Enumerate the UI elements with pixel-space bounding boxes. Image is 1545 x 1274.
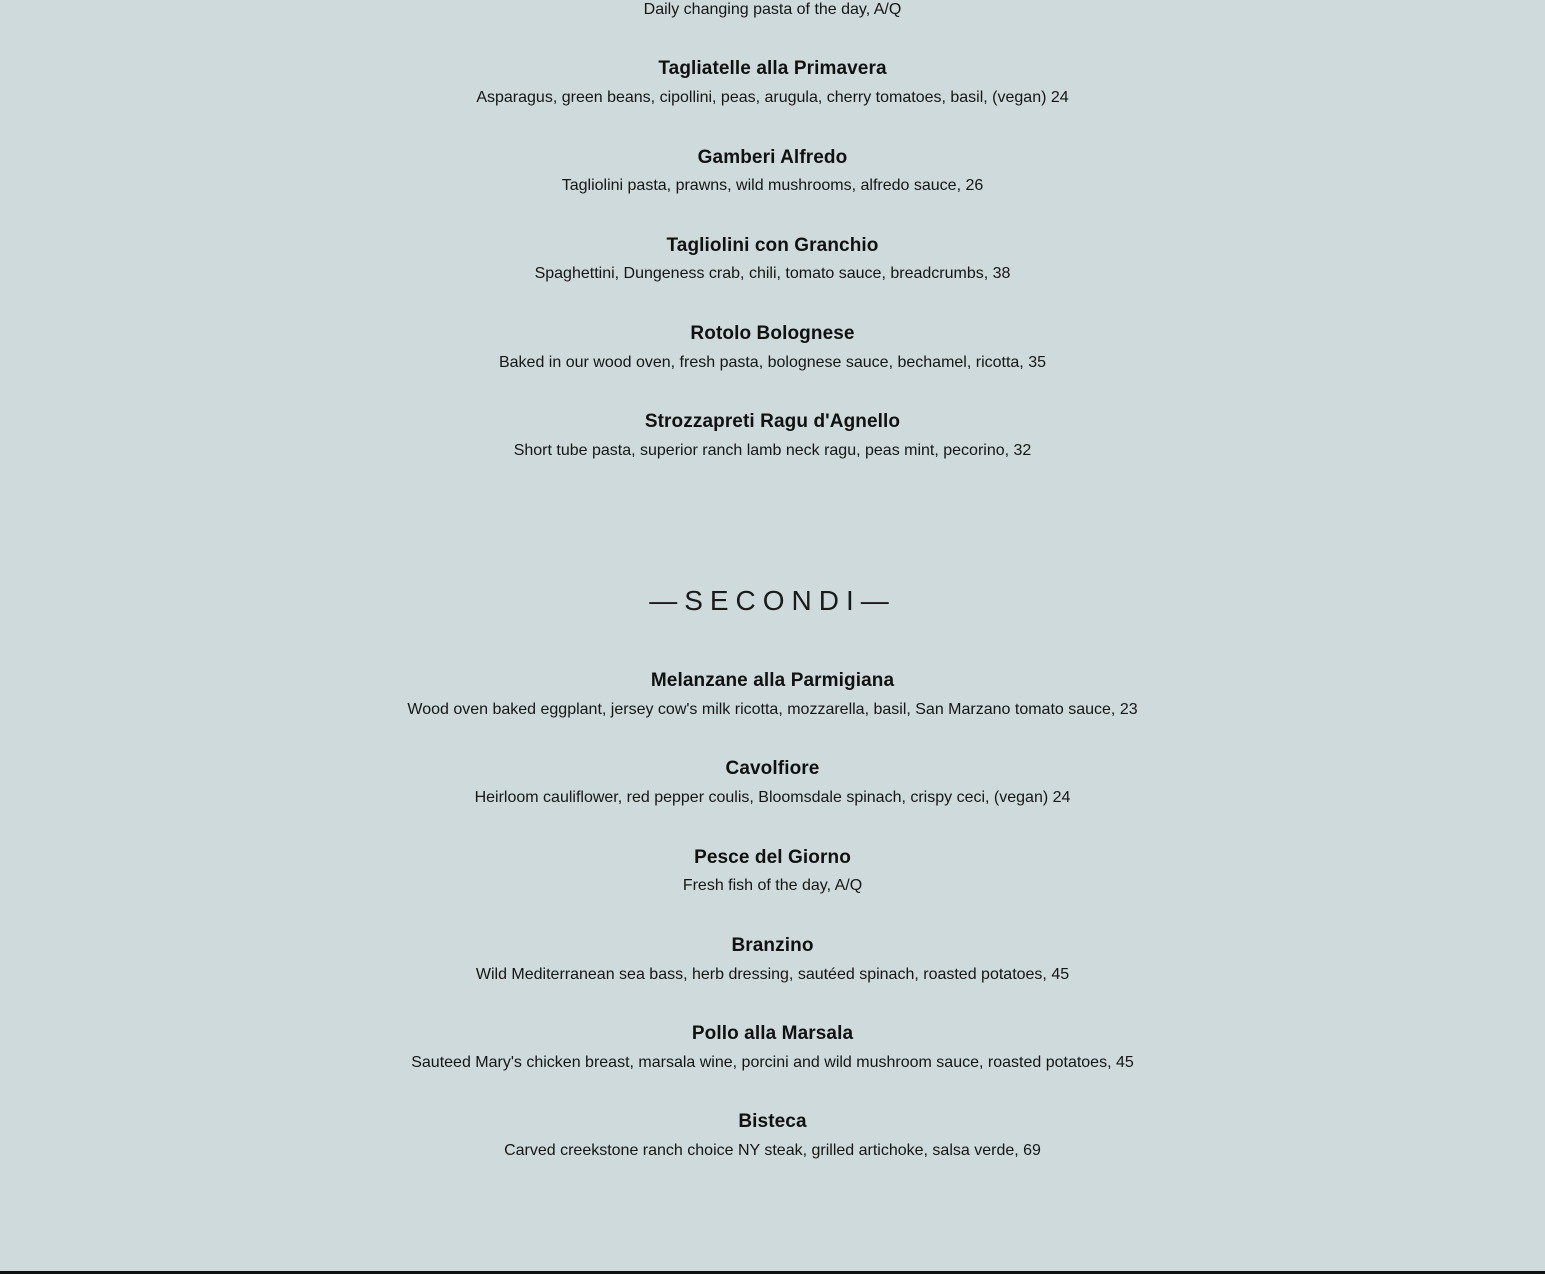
- menu-item-description: Heirloom cauliflower, red pepper coulis, Bloomsdale spinach, crispy ceci, (vegan) 24: [474, 789, 1071, 806]
- menu-item-name: Rotolo Bolognese: [690, 323, 855, 344]
- menu-item-name: Pollo alla Marsala: [691, 1023, 854, 1044]
- menu-item-description: Short tube pasta, superior ranch lamb neck ragu, peas mint, pecorino, 32: [513, 442, 1032, 459]
- menu-item-description: Wild Mediterranean sea bass, herb dressing, sautéed spinach, roasted potatoes, 45: [475, 966, 1070, 983]
- menu-item-name: Strozzapreti Ragu d'Agnello: [644, 411, 901, 432]
- menu-item-description: Asparagus, green beans, cipollini, peas, arugula, cherry tomatoes, basil, (vegan) 24: [476, 89, 1069, 106]
- menu-item-description: Tagliolini pasta, prawns, wild mushrooms, alfredo sauce, 26: [561, 177, 984, 194]
- menu-item-name: Cavolfiore: [725, 758, 820, 779]
- menu-item-description: Spaghettini, Dungeness crab, chili, tomato sauce, breadcrumbs, 38: [534, 265, 1011, 282]
- menu-item-name: Bisteca: [738, 1111, 807, 1132]
- menu-item-description: Baked in our wood oven, fresh pasta, bolognese sauce, bechamel, ricotta, 35: [498, 354, 1046, 371]
- menu-item-description: Fresh fish of the day, A/Q: [682, 877, 863, 894]
- menu-item-name: Branzino: [731, 935, 814, 956]
- pasta-of-the-day-description: Daily changing pasta of the day, A/Q: [643, 1, 902, 18]
- menu-item-description: Sauteed Mary's chicken breast, marsala wine, porcini and wild mushroom sauce, roasted potatoes, 45: [411, 1054, 1134, 1071]
- section-heading-secondi: —SECONDI—: [649, 585, 896, 616]
- menu-item-name: Pesce del Giorno: [694, 847, 851, 868]
- menu-item-description: Carved creekstone ranch choice NY steak, grilled artichoke, salsa verde, 69: [504, 1142, 1041, 1159]
- menu-item-name: Melanzane alla Parmigiana: [650, 670, 895, 691]
- menu-item-description: Wood oven baked eggplant, jersey cow's milk ricotta, mozzarella, basil, San Marzano tomato sauce, 23: [407, 701, 1138, 718]
- menu-item-name: Tagliolini con Granchio: [666, 235, 879, 256]
- menu-item-name: Gamberi Alfredo: [697, 147, 848, 168]
- menu-item-name: Tagliatelle alla Primavera: [658, 58, 887, 79]
